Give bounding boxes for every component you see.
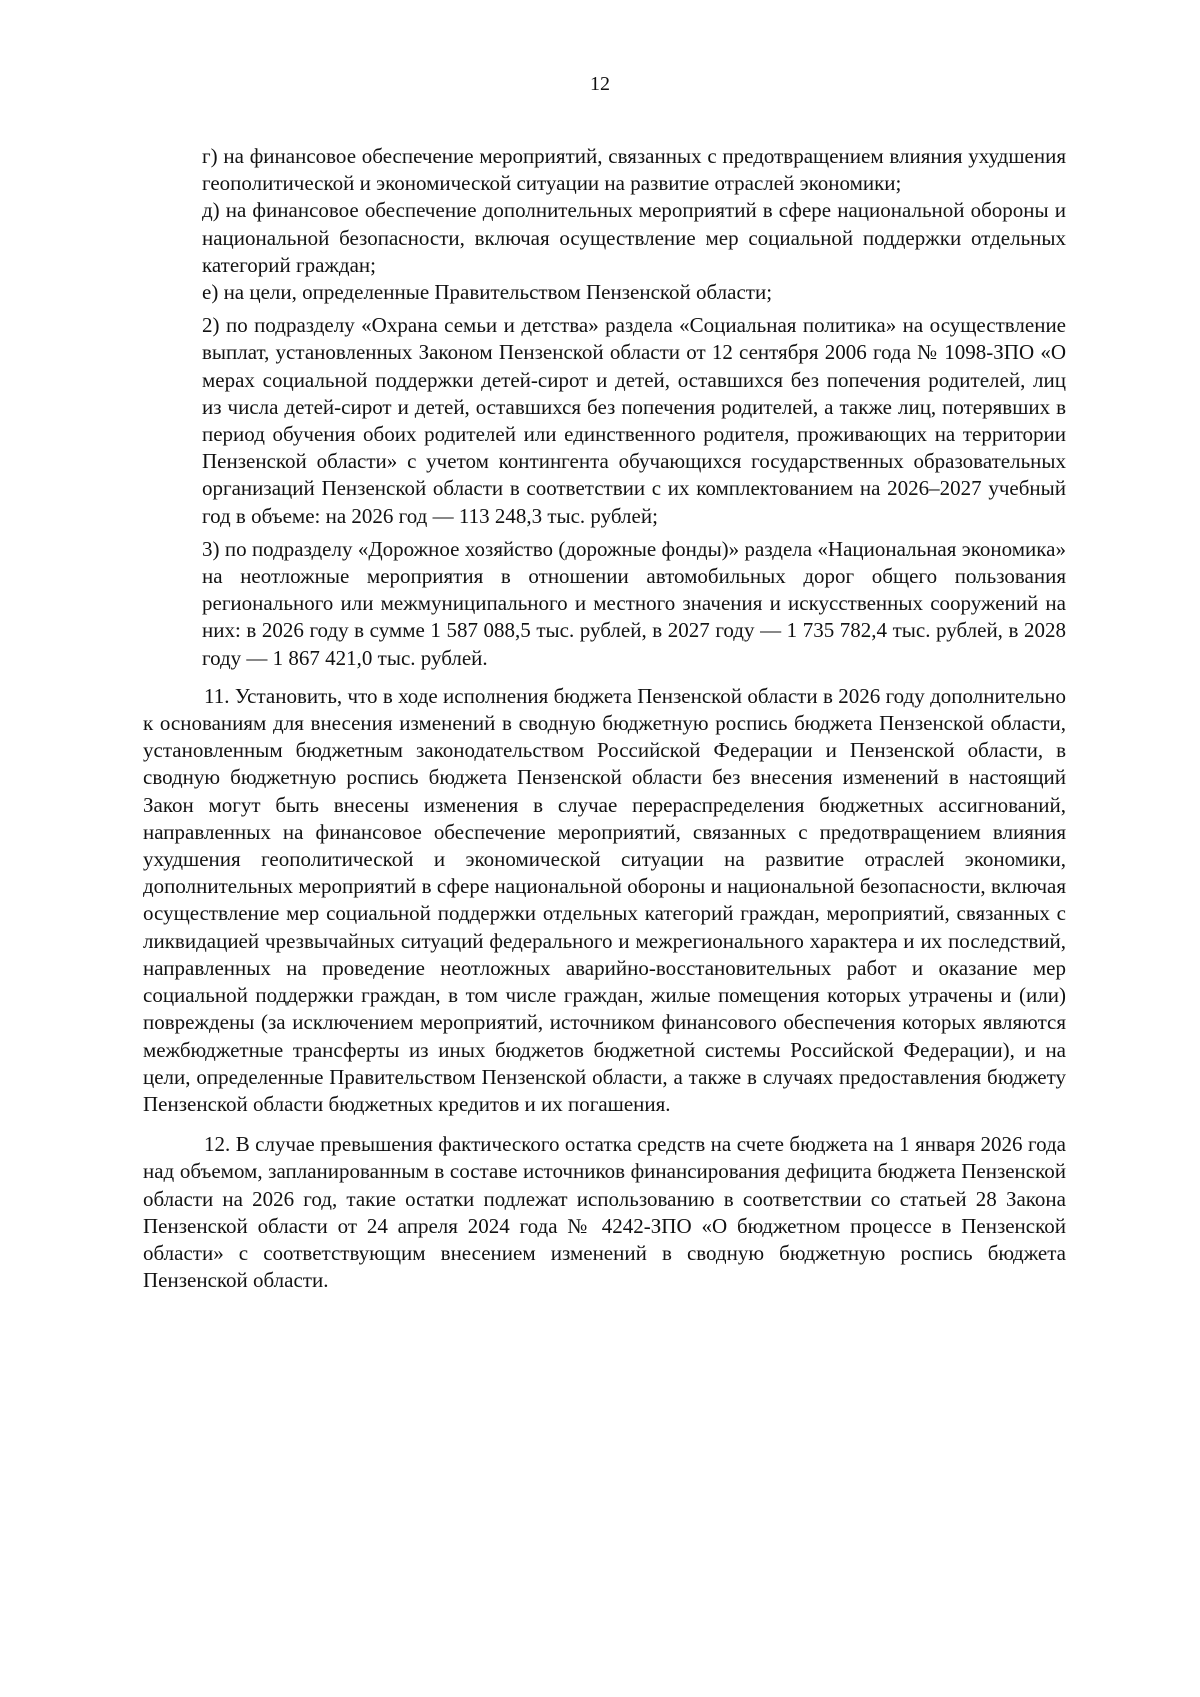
paragraph-subitem-g: г) на финансовое обеспечение мероприятий, связанных с предотвращением влияния ухудшения геополитической и экономической ситуации на развитие отраслей экономики; bbox=[202, 144, 1066, 196]
page-number: 12 bbox=[590, 73, 610, 95]
paragraph-item-3: 3) по подразделу «Дорожное хозяйство (дорожные фонды)» раздела «Национальная экономика» на неотложные мероприятия в отношении автомобильных дорог общего пользования регионального или межмуниципального и местного значения и искусственных сооружений на них: в 2026 году в сумме 1 587 088,5 тыс. рублей, в 2027 году — 1 735 782,4 тыс. рублей, в 2028 году — 1 867 421,0 тыс. рублей. bbox=[202, 536, 1066, 670]
paragraph-section-12: 12. В случае превышения фактического остатка средств на счете бюджета на 1 января 2026 года над объемом, запланированным в составе источников финансирования дефицита бюджета Пензенской области на 2026 год, такие остатки подлежат использованию в соответствии со статьей 28 Закона Пензенской области от 24 апреля 2024 года № 4242-ЗПО «О бюджетном процессе в Пензенской области» с соответствующим внесением изменений в сводную бюджетную роспись бюджета Пензенской области. bbox=[143, 1132, 1066, 1293]
paragraph-subitem-d: д) на финансовое обеспечение дополнительных мероприятий в сфере национальной обороны и национальной безопасности, включая осуществление мер социальной поддержки отдельных категорий граждан; bbox=[202, 198, 1066, 277]
paragraph-section-11: 11. Установить, что в ходе исполнения бюджета Пензенской области в 2026 году дополнительно к основаниям для внесения изменений в сводную бюджетную роспись бюджета Пензенской области, установленным бюджетным законодательством Российской Федерации и Пензенской области, в сводную бюджетную роспись бюджета Пензенской области без внесения изменений в настоящий Закон могут быть внесены изменения в случае перераспределения бюджетных ассигнований, направленных на финансовое обеспечение мероприятий, связанных с предотвращением влияния ухудшения геополитической и экономической ситуации на развитие отраслей экономики, дополнительных мероприятий в сфере национальной обороны и национальной безопасности, включая осуществление мер социальной поддержки отдельных категорий граждан, мероприятий, связанных с ликвидацией чрезвычайных ситуаций федерального и межрегионального характера и их последствий, направленных на проведение неотложных аварийно-восстановительных работ и оказание мер социальной поддержки граждан, в том числе граждан, жилые помещения которых утрачены и (или) повреждены (за исключением мероприятий, источником финансового обеспечения которых являются межбюджетные трансферты из иных бюджетов бюджетной системы Российской Федерации), и на цели, определенные Правительством Пензенской области, а также в случаях предоставления бюджету Пензенской области бюджетных кредитов и их погашения. bbox=[143, 683, 1066, 1116]
document-body bbox=[143, 143, 1066, 1294]
paragraph-item-2: 2) по подразделу «Охрана семьи и детства» раздела «Социальная политика» на осуществление выплат, установленных Законом Пензенской области от 12 сентября 2006 года № 1098-ЗПО «О мерах социальной поддержки детей-сирот и детей, оставшихся без попечения родителей, лиц из числа детей-сирот и детей, оставшихся без попечения родителей, а также лиц, потерявших в период обучения обоих родителей или единственного родителя, проживающих на территории Пензенской области» с учетом контингента обучающихся государственных образовательных организаций Пензенской области в соответствии с их комплектованием на 2026–2027 учебный год в объеме: на 2026 год — 113 248,3 тыс. рублей; bbox=[202, 313, 1066, 528]
paragraph-subitem-e: е) на цели, определенные Правительством Пензенской области; bbox=[202, 280, 773, 305]
